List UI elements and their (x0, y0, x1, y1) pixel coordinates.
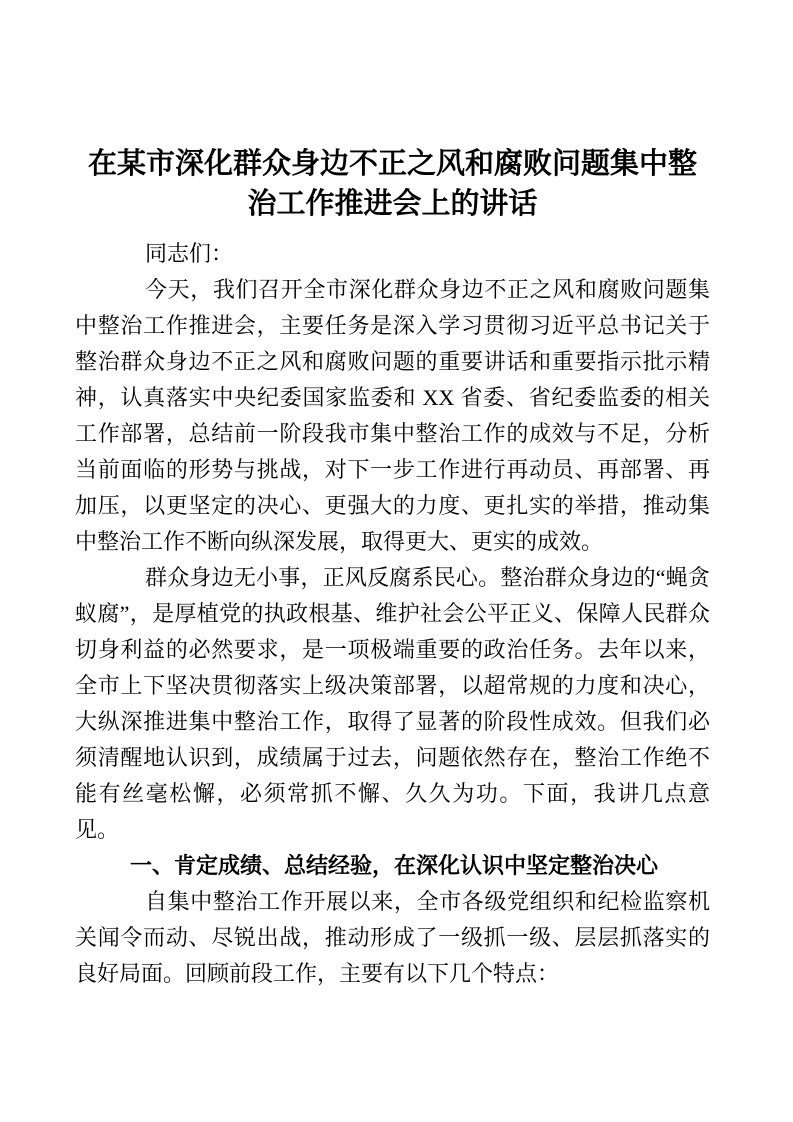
paragraph-review: 自集中整治工作开展以来，全市各级党组织和纪检监察机关闻令而动、尽锐出战，推动形成了一级抓一级、层层抓落实的良好局面。回顾前段工作，主要有以下几个特点： (75, 889, 710, 986)
paragraph-significance: 群众身边无小事，正风反腐系民心。整治群众身边的“蝇贪蚁腐”，是厚植党的执政根基、维护社会公平正义、保障人民群众切身利益的必然要求，是一项极端重要的政治任务。去年以来，全市上下坚决贯彻落实上级决策部署，以超常规的力度和决心，大纵深推进集中整治工作，取得了显著的阶段性成效。但我们必须清醒地认识到，成绩属于过去，问题依然存在，整治工作绝不能有丝毫松懈，必须常抓不懈、久久为功。下面，我讲几点意见。 (75, 565, 710, 842)
paragraph-opening: 今天，我们召开全市深化群众身边不正之风和腐败问题集中整治工作推进会，主要任务是深入学习贯彻习近平总书记关于整治群众身边不正之风和腐败问题的重要讲话和重要指示批示精神，认真落实中央纪委国家监委和 XX 省委、省纪委监委的相关工作部署，总结前一阶段我市集中整治工作的成效与不足，分析当前面临的形势与挑战，对下一步工作进行再动员、再部署、再加压，以更坚定的决心、更强大的力度、更扎实的举措，推动集中整治工作不断向纵深发展，取得更大、更实的成效。 (75, 277, 710, 554)
section-heading-1: 一、肯定成绩、总结经验，在深化认识中坚定整治决心 (130, 853, 659, 878)
salutation: 同志们： (145, 241, 234, 266)
document-title: 在某市深化群众身边不正之风和腐败问题集中整治工作推进会上的讲话 (87, 148, 697, 220)
